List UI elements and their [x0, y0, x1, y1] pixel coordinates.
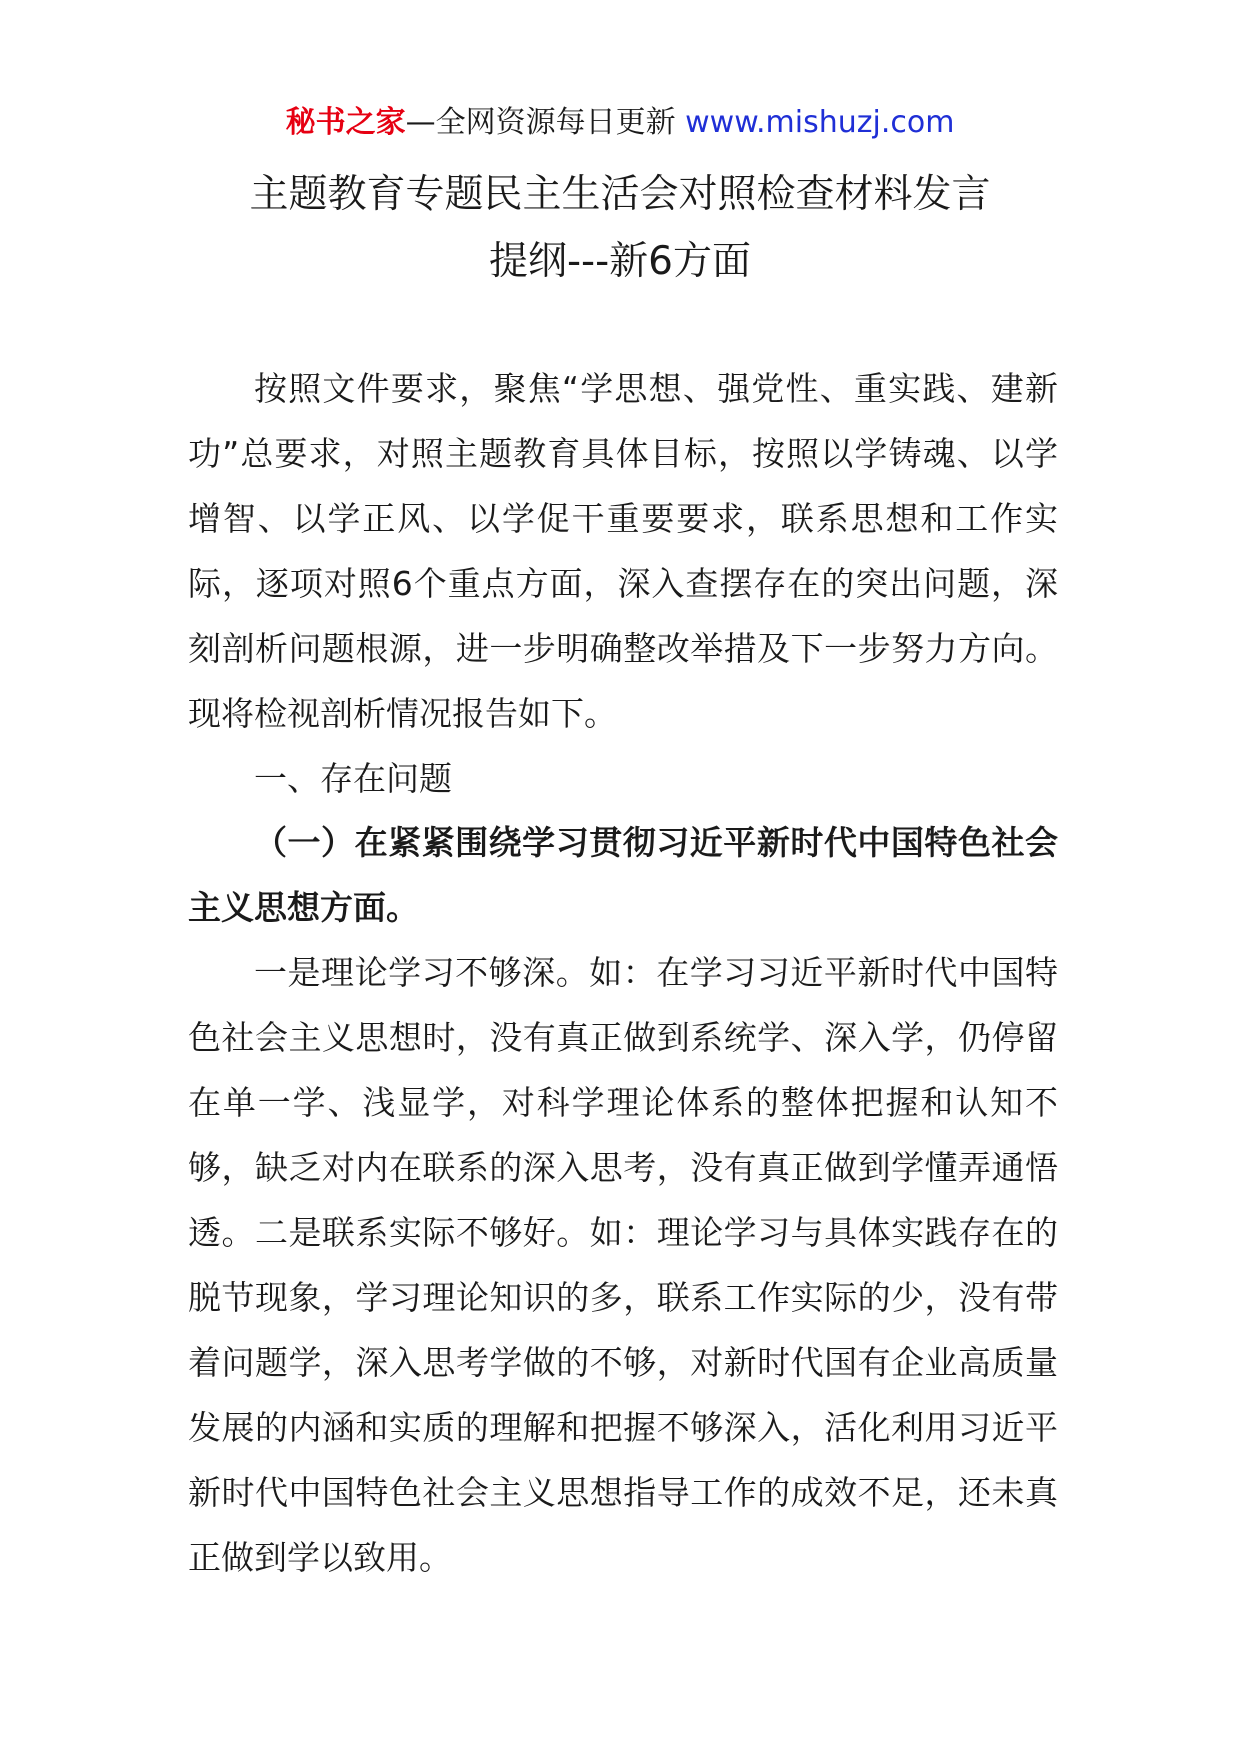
section-heading [188, 746, 1058, 811]
site-header [0, 100, 1240, 146]
site-url-link[interactable]: www.mishuzj.com [685, 105, 955, 140]
intro-paragraph [188, 356, 1058, 746]
header-slogan: —全网资源每日更新 [405, 105, 686, 140]
body-paragraph [188, 940, 1058, 1590]
intro-text: 按照文件要求，聚焦“学思想、强党性、重实践、建新功”总要求，对照主题教育具体目标，按照以学铸魂、以学增智、以学正风、以学促干重要要求，联系思想和工作实际，逐项对照6个重点方面，深入查摆存在的突出问题，深刻剖析问题根源，进一步明确整改举措及下一步努力方向。现将检视剖析情况报告如下。 [188, 369, 1058, 733]
section-heading-text: 一、存在问题 [254, 759, 452, 798]
body-paragraph-text: 一是理论学习不够深。如：在学习习近平新时代中国特色社会主义思想时，没有真正做到系统学、深入学，仍停留在单一学、浅显学，对科学理论体系的整体把握和认知不够，缺乏对内在联系的深入思考，没有真正做到学懂弄通悟透。二是联系实际不够好。如：理论学习与具体实践存在的脱节现象，学习理论知识的多，联系工作实际的少，没有带着问题学，深入思考学做的不够，对新时代国有企业高质量发展的内涵和实质的理解和把握不够深入，活化利用习近平新时代中国特色社会主义思想指导工作的成效不足，还未真正做到学以致用。 [188, 953, 1058, 1577]
document-title-line-1: 主题教育专题民主生活会对照检查材料发言 [249, 172, 991, 217]
subsection-heading-text: （一）在紧紧围绕学习贯彻习近平新时代中国特色社会主义思想方面。 [188, 823, 1058, 927]
document-title-line-2: 提纲---新6方面 [488, 239, 752, 284]
subsection-heading [188, 810, 1058, 940]
brand-name: 秘书之家 [285, 105, 406, 140]
